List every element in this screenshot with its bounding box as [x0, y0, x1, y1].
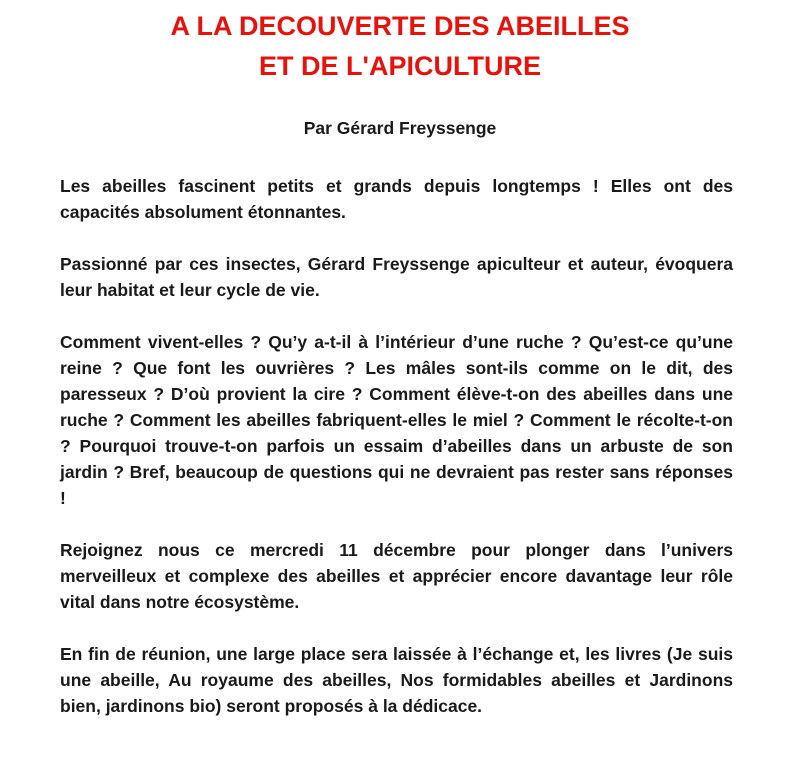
paragraph-books: En fin de réunion, une large place sera laissée à l’échange et, les livres (Je suis une abeille, Au royaume des abeilles, Nos formidables abeilles et Jardinons bien, jardinons bio) seront proposés à la dédicace. [60, 644, 733, 716]
paragraph-event-date: Rejoignez nous ce mercredi 11 décembre pour plonger dans l’univers merveilleux et complexe des abeilles et apprécier encore davantage leur rôle vital dans notre écosystème. [60, 540, 733, 612]
author-byline: Par Gérard Freyssenge [303, 118, 497, 138]
paragraph-speaker: Passionné par ces insectes, Gérard Freyssenge apiculteur et auteur, évoquera leur habitat et leur cycle de vie. [60, 254, 733, 300]
article-body [60, 173, 733, 719]
title-line-2: ET DE L'APICULTURE [259, 51, 541, 81]
paragraph-questions: Comment vivent-elles ? Qu’y a-t-il à l’intérieur d’une ruche ? Qu’est-ce qu’une reine ? Que font les ouvrières ? Les mâles sont-ils comme on le dit, des paresseux ? D’où provient la cire ? Comment élève-t-on des abeilles dans une ruche ? Comment les abeilles fabriquent-elles le miel ? Comment le récolte-t-on ? Pourquoi trouve-t-on parfois un essaim d’abeilles dans un arbuste de son jardin ? Bref, beaucoup de questions qui ne devraient pas rester sans réponses ! [60, 332, 733, 508]
title-line-1: A LA DECOUVERTE DES ABEILLES [170, 11, 630, 41]
paragraph-intro: Les abeilles fascinent petits et grands depuis longtemps ! Elles ont des capacités absolument étonnantes. [60, 176, 733, 222]
page-title [0, 6, 800, 86]
